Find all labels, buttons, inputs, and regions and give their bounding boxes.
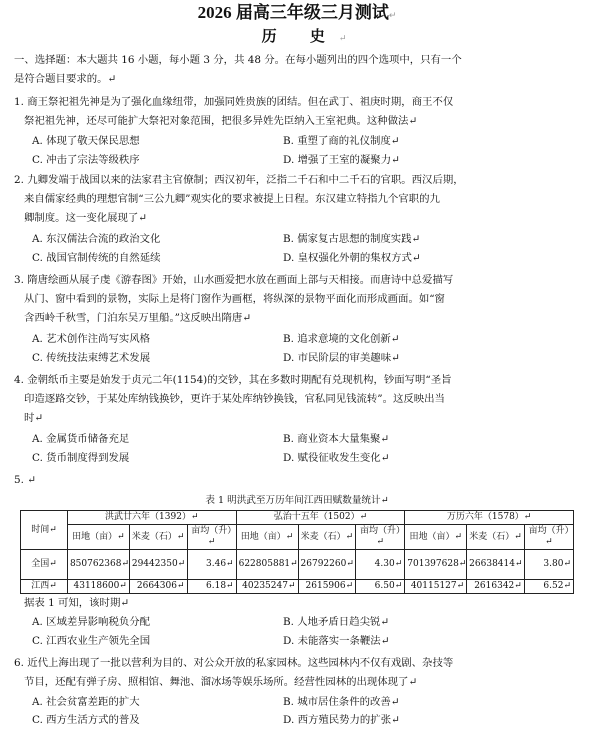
question-2-stem-cont2: 卿制度。这一变化展现了↵ bbox=[24, 212, 148, 224]
table-row-label: 江西↵ bbox=[21, 580, 68, 594]
table-cell: 26792260↵ bbox=[298, 550, 356, 580]
table-column-header: 米麦（石）↵ bbox=[129, 525, 187, 550]
question-3-stem-cont2: 含西岭千秋雪，门泊东吴万里船。”这反映出隋唐↵ bbox=[24, 312, 252, 324]
table-column-header: 田地（亩）↵ bbox=[405, 525, 467, 550]
question-5-stem: 据表 1 可知，该时期↵ bbox=[24, 597, 130, 609]
table-cell: 2616342↵ bbox=[467, 580, 525, 594]
table-cell: 622805881↵ bbox=[236, 550, 298, 580]
table-column-header: 亩均（升）↵ bbox=[187, 525, 236, 550]
q1-option-d[interactable]: D. 增强了王室的凝聚力↵ bbox=[283, 154, 400, 166]
table-cell: 3.46↵ bbox=[187, 550, 236, 580]
table-cell: 3.80↵ bbox=[524, 550, 573, 580]
q4-option-c[interactable]: C. 货币制度得到发展 bbox=[32, 452, 130, 464]
q6-option-b[interactable]: B. 城市居住条件的改善↵ bbox=[283, 696, 400, 708]
table-cell: 6.52↵ bbox=[524, 580, 573, 594]
table-cell: 6.18↵ bbox=[187, 580, 236, 594]
exam-title: 2026 届高三年级三月测试↵ bbox=[197, 3, 397, 22]
section-instructions-cont: 是符合题目要求的。↵ bbox=[14, 73, 117, 85]
q5-option-b[interactable]: B. 人地矛盾日趋尖锐↵ bbox=[283, 616, 390, 628]
q4-option-d[interactable]: D. 赋役征收发生变化↵ bbox=[283, 452, 390, 464]
question-1-stem: 1. 商王祭祀祖先神是为了强化血缘纽带，加强同姓贵族的团结。但在武丁、祖庚时期，商王不仅 bbox=[14, 96, 454, 108]
q3-option-c[interactable]: C. 传统技法束缚艺术发展 bbox=[32, 352, 151, 364]
table-row bbox=[21, 550, 574, 580]
question-5-number: 5. ↵ bbox=[14, 474, 36, 486]
question-4-stem-cont2: 时↵ bbox=[24, 412, 44, 424]
table-cell: 6.50↵ bbox=[356, 580, 405, 594]
q5-option-a[interactable]: A. 区域差异影响税负分配 bbox=[32, 616, 151, 628]
table-cell: 2664306↵ bbox=[129, 580, 187, 594]
table-cell: 29442350↵ bbox=[129, 550, 187, 580]
table-cell: 850762368↵ bbox=[67, 550, 129, 580]
q4-option-b[interactable]: B. 商业资本大量集聚↵ bbox=[283, 433, 390, 445]
table-column-header: 亩均（升）↵ bbox=[356, 525, 405, 550]
subject-heading: 历 史↵ bbox=[261, 27, 347, 45]
table-row-label: 全国↵ bbox=[21, 550, 68, 580]
q2-option-b[interactable]: B. 儒家复古思想的制度实践↵ bbox=[283, 233, 421, 245]
q4-option-a[interactable]: A. 金属货币储备充足 bbox=[32, 433, 130, 445]
q6-option-d[interactable]: D. 西方殖民势力的扩张↵ bbox=[283, 714, 400, 726]
q2-option-d[interactable]: D. 皇权强化外朝的集权方式↵ bbox=[283, 252, 421, 264]
q2-option-a[interactable]: A. 东汉儒法合流的政治文化 bbox=[32, 233, 161, 245]
table-cell: 40235247↵ bbox=[236, 580, 298, 594]
table-column-header: 田地（亩）↵ bbox=[67, 525, 129, 550]
table-column-header: 米麦（石）↵ bbox=[467, 525, 525, 550]
question-4-stem: 4. 金朝纸币主要是始发于贞元二年(1154)的交钞，其在多数时期配有兑现机构，钞面写明“圣旨 bbox=[14, 374, 452, 386]
question-4-stem-cont: 印造逐路交钞，于某处库纳钱换钞，更许于某处库纳钞换钱，官私同见钱流转”。这反映出当 bbox=[24, 393, 445, 405]
question-6-stem-cont: 节目，还配有弹子房、照相馆、舞池、溜冰场等娱乐场所。经营性园林的出现体现了↵ bbox=[24, 676, 418, 688]
q5-option-d[interactable]: D. 未能落实一条鞭法↵ bbox=[283, 635, 390, 647]
table-header-period: 万历六年（1578）↵ bbox=[405, 511, 574, 525]
question-3-stem-cont: 从门、窗中看到的景物，实际上是将门窗作为画框，将纵深的景物平面化而形成画面。如“窗 bbox=[24, 293, 445, 305]
table-caption: 表 1 明洪武至万历年间江西田赋数量统计↵ bbox=[205, 495, 389, 506]
question-2-stem: 2. 九卿发端于战国以来的法家君主官僚制；西汉初年，泛指二千石和中二千石的官职。西汉后期， bbox=[14, 174, 464, 186]
table-cell: 2615906↵ bbox=[298, 580, 356, 594]
q1-option-a[interactable]: A. 体现了敬天保民思想 bbox=[32, 135, 140, 147]
tax-table bbox=[20, 510, 574, 594]
section-instructions: 一、选择题：本大题共 16 小题，每小题 3 分，共 48 分。在每小题列出的四个选项中，只有一个 bbox=[14, 54, 462, 66]
q1-option-b[interactable]: B. 重塑了商的礼仪制度↵ bbox=[283, 135, 400, 147]
question-2-stem-cont: 来自儒家经典的理想官制“三公九卿”观实化的要求被提上日程。东汉建立特指九个官职的九 bbox=[24, 193, 440, 205]
q5-option-c[interactable]: C. 江西农业生产领先全国 bbox=[32, 635, 151, 647]
table-header-period: 弘治十五年（1502）↵ bbox=[236, 511, 405, 525]
table-cell: 701397628↵ bbox=[405, 550, 467, 580]
table-column-header: 田地（亩）↵ bbox=[236, 525, 298, 550]
q3-option-a[interactable]: A. 艺术创作注尚写实风格 bbox=[32, 333, 151, 345]
q3-option-d[interactable]: D. 市民阶层的审美趣味↵ bbox=[283, 352, 400, 364]
question-3-stem: 3. 隋唐绘画从展子虔《游春图》开始，山水画爱把水放在画面上部与天相接。而唐诗中总爱描写 bbox=[14, 274, 454, 286]
q2-option-c[interactable]: C. 战国官制传统的自然延续 bbox=[32, 252, 161, 264]
table-column-header: 亩均（升）↵ bbox=[524, 525, 573, 550]
q1-option-c[interactable]: C. 冲击了宗法等级秩序 bbox=[32, 154, 140, 166]
q6-option-c[interactable]: C. 西方生活方式的普及 bbox=[32, 714, 140, 726]
table-row bbox=[21, 580, 574, 594]
table-column-header: 米麦（石）↵ bbox=[298, 525, 356, 550]
table-header-time: 时间↵ bbox=[21, 511, 68, 550]
table-header-period: 洪武廿六年（1392）↵ bbox=[67, 511, 236, 525]
table-cell: 4.30↵ bbox=[356, 550, 405, 580]
table-cell: 43118600↵ bbox=[67, 580, 129, 594]
q3-option-b[interactable]: B. 追求意境的文化创新↵ bbox=[283, 333, 400, 345]
question-6-stem: 6. 近代上海出现了一批以营利为目的、对公众开放的私家园林。这些园林内不仅有戏剧、杂技等 bbox=[14, 657, 454, 669]
table-cell: 40115127↵ bbox=[405, 580, 467, 594]
table-cell: 26638414↵ bbox=[467, 550, 525, 580]
question-1-stem-cont: 祭祀祖先神，还尽可能扩大祭祀对象范围，把很多异姓先臣纳入王室祀典。这种做法↵ bbox=[24, 115, 418, 127]
q6-option-a[interactable]: A. 社会贫富差距的扩大 bbox=[32, 696, 140, 708]
